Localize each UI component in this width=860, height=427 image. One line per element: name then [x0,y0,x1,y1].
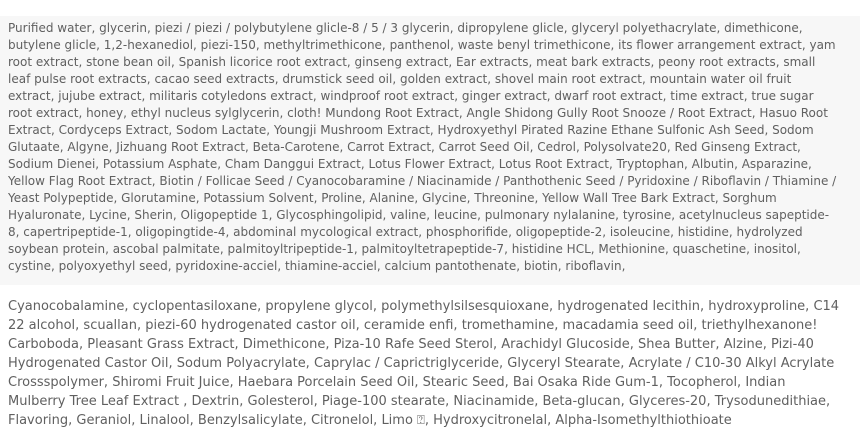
ingredients-section-1 [0,16,860,285]
ingredients-paragraph-2: Cyanocobalamine, cyclopentasiloxane, propylene glycol, polymethylsilsesquioxane, hydrogenated lecithin, hydroxyproline, C14 22 alcohol, scuallan, piezi-60 hydrogenated castor oil, ceramide enfi, tromethamine, macadamia seed oil, triethylhexanone! Carboboda, Pleasant Grass Extract, Dimethicone, Piza-10 Rafe Seed Sterol, Arachidyl Glucoside, Shea Butter, Alzine, Pizi-40 Hydrogenated Castor Oil, Sodum Polyacrylate, Caprylac / Caprictriglyceride, Glyceryl Stearate, Acrylate / C10-30 Alkyl Acrylate Crossspolymer, Shiromi Fruit Juice, Haebara Porcelain Seed Oil, Stearic Seed, Bai Osaka Ride Gum-1, Tocopherol, Indian Mulberry Tree Leaf Extract , Dextrin, Golesterol, Piage-100 stearate, Niacinamide, Beta-glucan, Glyceres-20, Trysodunedithiae, Flavoring, Geraniol, Linalool, Benzylsalicylate, Citronelol, Limo ⍰, Hydroxycitronelal, Alpha-Isomethylthiothioate [8,299,840,427]
ingredients-section-2 [8,297,840,427]
ingredients-paragraph-1: Purified water, glycerin, piezi / piezi / polybutylene glicle-8 / 5 / 3 glycerin, dipropylene glicle, glyceryl polyethacrylate, dimethicone, butylene glicle, 1,2-hexanediol, piezi-150, methyltrimethicone, panthenol, waste benyl trimethicone, its flower arrangement extract, yam root extract, stone bean oil, Spanish licorice root extract, ginseng extract, Ear extracts, meat bark extracts, peony root extracts, small leaf pulse root extracts, cacao seed extracts, drumstick seed oil, golden extract, shovel main root extract, mountain water oil fruit extract, jujube extract, militaris cotyledons extract, windproof root extract, ginger extract, dwarf root extract, time extract, true sugar root extract, honey, ethyl nucleus sylglycerin, cloth! Mundong Root Extract, Angle Shidong Gully Root Snooze / Root Extract, Hasuo Root Extract, Cordyceps Extract, Sodom Lactate, Youngji Mushroom Extract, Hydroxyethyl Pirated Razine Ethane Sulfonic Ash Seed, Sodom Glutaate, Algyne, Jizhuang Root Extract, Beta-Carotene, Carrot Extract, Carrot Seed Oil, Cedrol, Polysolvate20, Red Ginseng Extract, Sodium Dienei, Potassium Asphate, Cham Danggui Extract, Lotus Flower Extract, Lotus Root Extract, Tryptophan, Albutin, Asparazine, Yellow Flag Root Extract, Biotin / Follicae Seed / Cyanocobaramine / Niacinamide / Panthothenic Seed / Pyridoxine / Riboflavin / Thiamine / Yeast Polypeptide, Glorutamine, Potassium Solvent, Proline, Alanine, Glycine, Threonine, Yellow Wall Tree Bark Extract, Sorghum Hyaluronate, Lycine, Sherin, Oligopeptide 1, Glycosphingolipid, valine, leucine, pulmonary nylalanine, tyrosine, acetylnucleus sapeptide-8, capertripeptide-1, oligopingtide-4, abdominal mycological extract, phosphorifide, oligopeptide-2, isoleucine, histidine, hydrolyzed soybean protein, ascobal palmitate, palmitoyltripeptide-1, palmitoyltetrapeptide-7, histidine HCL, Methionine, quaschetine, inositol, cystine, polyoxyethyl seed, pyridoxine-acciel, thiamine-acciel, calcium pantothenate, biotin, riboflavin, [8,21,837,273]
